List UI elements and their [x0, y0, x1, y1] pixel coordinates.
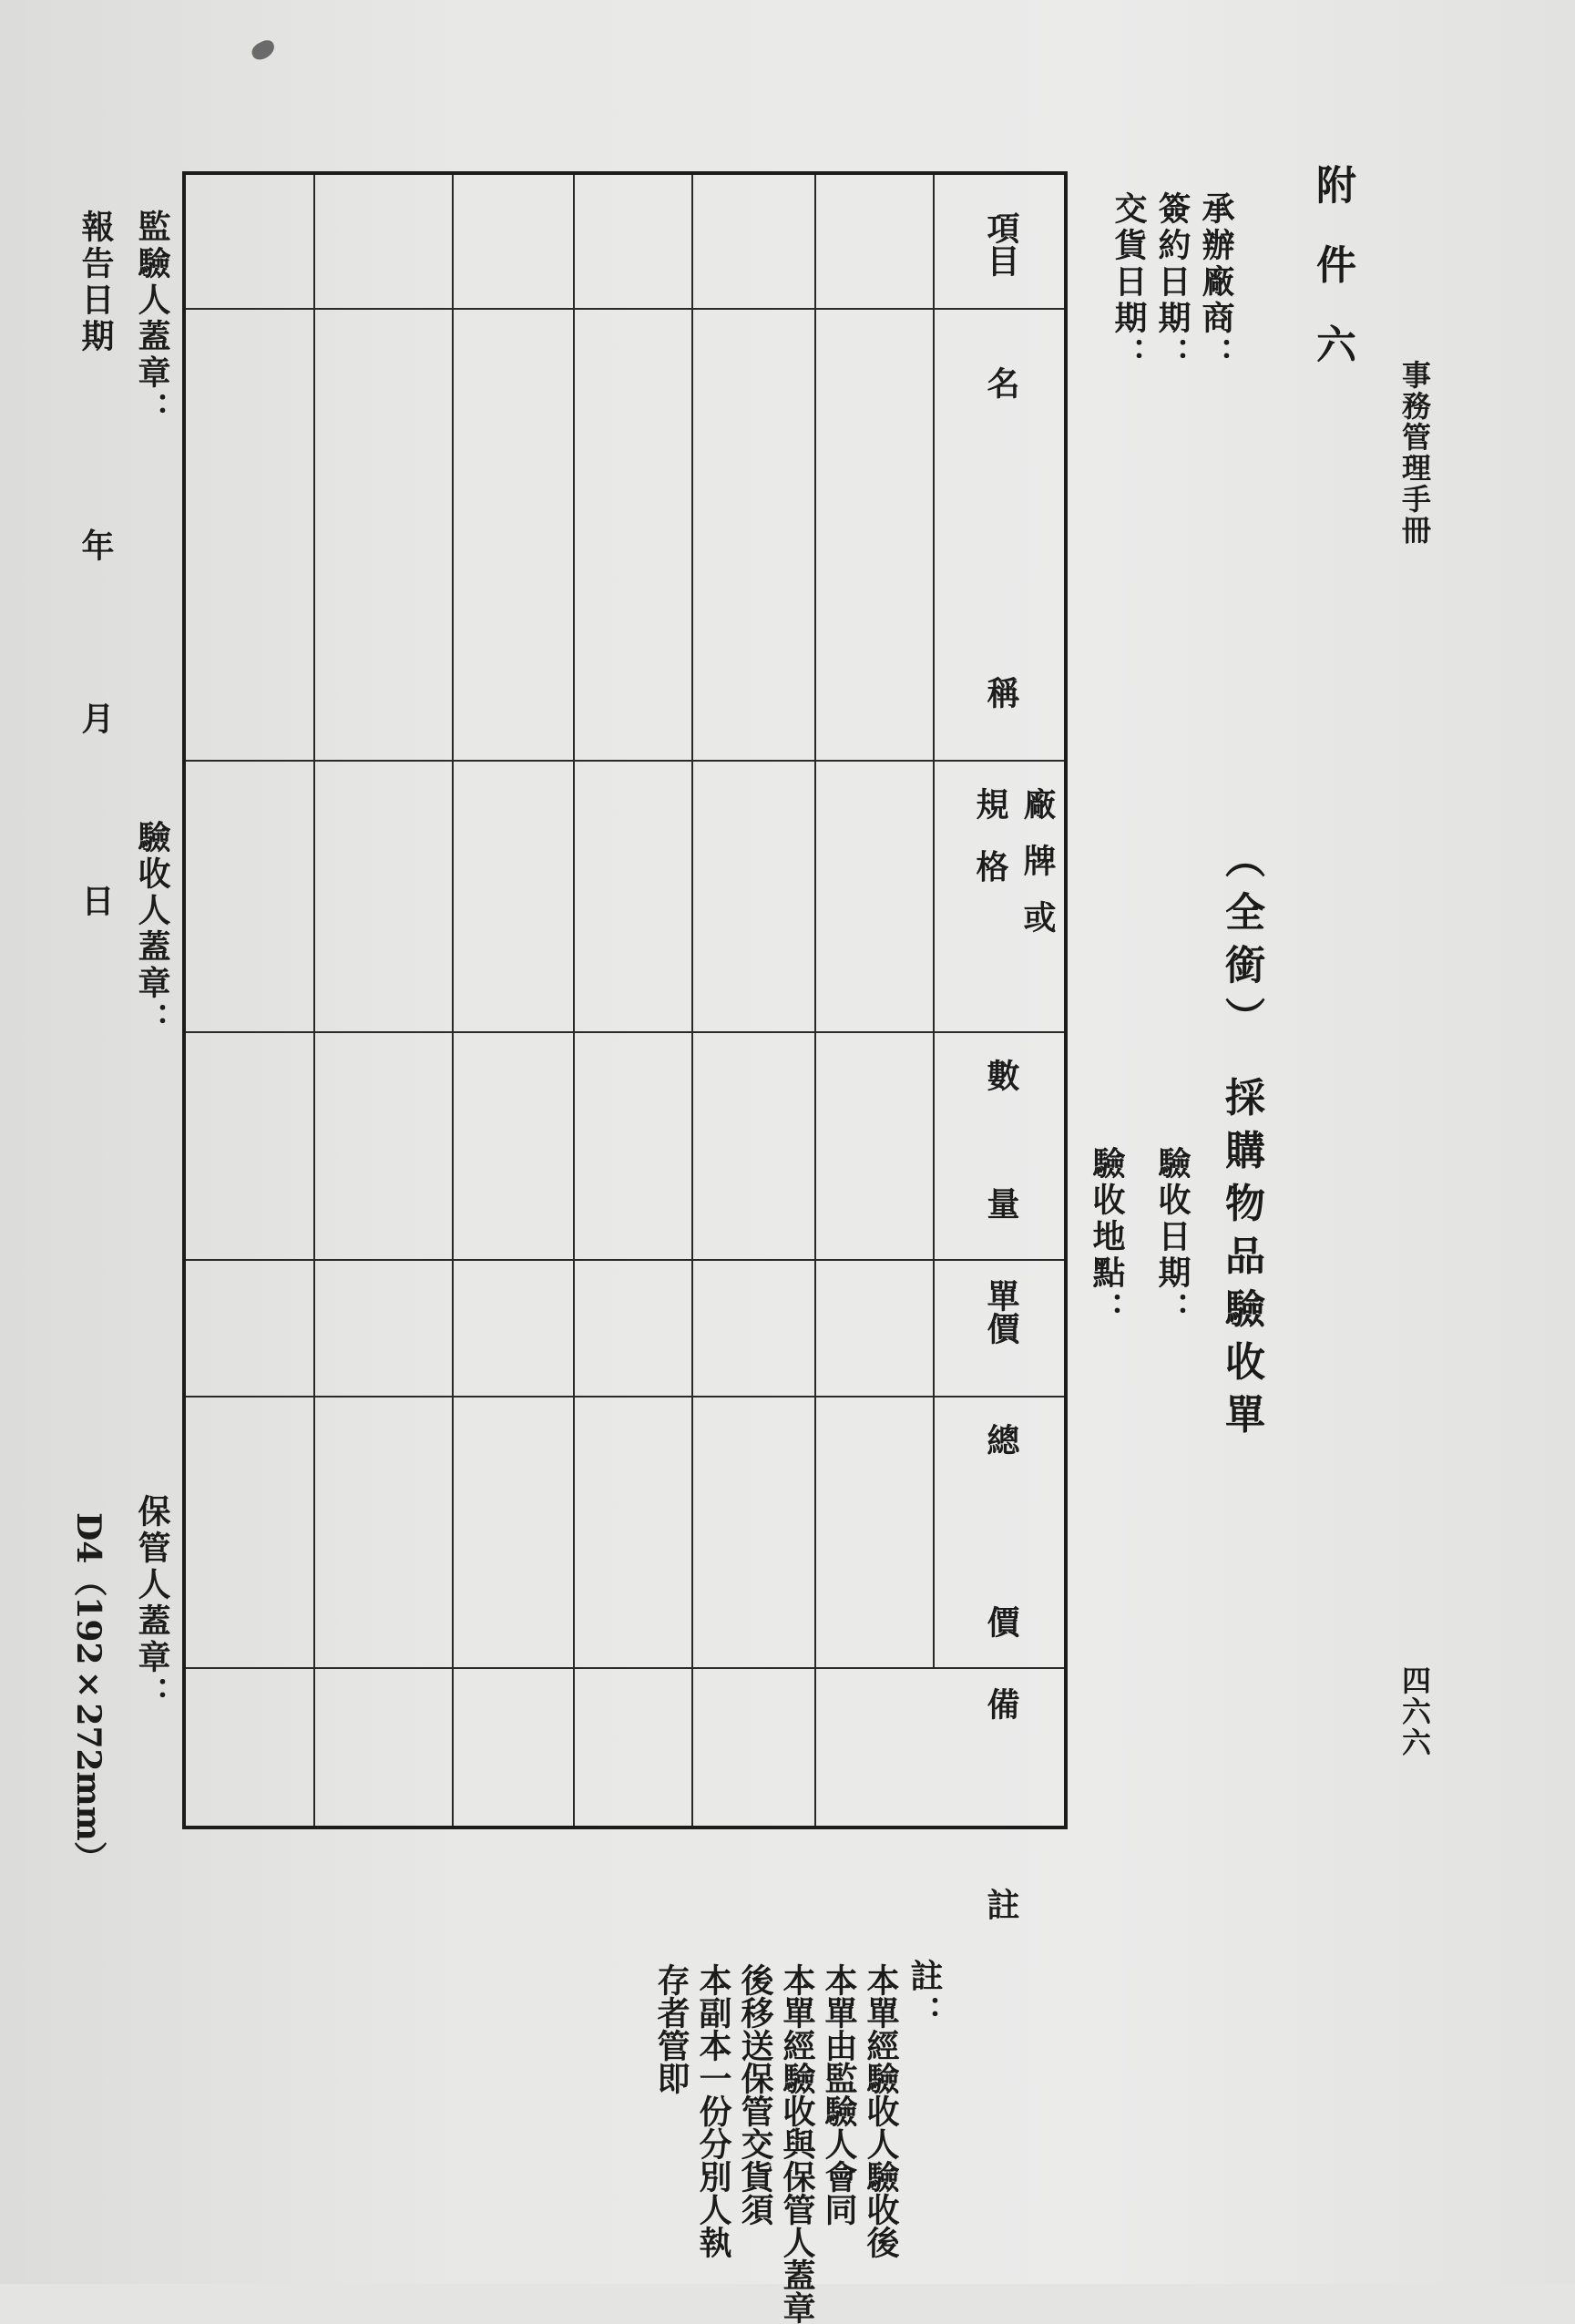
row-divider: [313, 175, 315, 1826]
col-header-brand-b: 規 格: [971, 787, 1009, 892]
report-day-label: 日: [77, 884, 115, 920]
col-header-quantity: 數 量: [982, 1059, 1020, 1262]
page-number: 四六六: [1397, 1665, 1432, 1758]
col-header-total-a: 總: [982, 1423, 1020, 1456]
report-month-label: 月: [77, 701, 115, 738]
note-line-1: 本單經驗收人驗收後: [862, 1963, 900, 2258]
inspection-date-label: 驗收日期：: [1153, 1146, 1191, 1328]
supervisor-seal-label: 監驗人蓋章：: [133, 210, 171, 428]
book-title: 事務管理手冊: [1397, 360, 1432, 546]
col-header-remark-b: 註: [982, 1888, 1020, 1920]
note-line-2: 本單由監驗人會同: [820, 1963, 858, 2226]
form-code: D4（192×272mm）: [69, 1512, 107, 1874]
note-line-6: 存者管即: [652, 1963, 690, 2094]
row-divider: [452, 175, 454, 1826]
row-divider: [573, 175, 575, 1826]
form-title: （全銜） 採購物品驗收單: [1218, 838, 1264, 1447]
col-header-total-b: 價: [982, 1605, 1020, 1638]
delivery-date-label: 交貨日期：: [1110, 191, 1148, 374]
col-header-name-a: 名: [982, 366, 1020, 399]
col-header-unit-price: 單價: [982, 1279, 1020, 1345]
col-header-name-b: 稱: [982, 676, 1020, 709]
inspection-place-label: 驗收地點：: [1088, 1146, 1126, 1328]
note-line-5: 本副本一份分別人執: [694, 1963, 732, 2258]
inspection-table: [182, 171, 1068, 1920]
col-header-item-no: 項目: [982, 211, 1020, 277]
vendor-label: 承辦廠商：: [1197, 191, 1235, 374]
report-year-label: 年: [77, 528, 115, 565]
row-divider: [933, 175, 935, 1669]
col-header-remark-a: 備: [982, 1687, 1020, 1720]
report-date-label: 報告日期: [77, 210, 115, 355]
row-divider: [814, 175, 816, 1826]
contract-date-label: 簽約日期：: [1153, 191, 1191, 374]
note-label: 註：: [905, 1959, 944, 2032]
inspector-seal-label: 驗收人蓋章：: [133, 820, 171, 1039]
row-divider: [691, 175, 693, 1826]
col-header-brand-a: 廠牌或: [1018, 787, 1057, 957]
custodian-seal-label: 保管人蓋章：: [133, 1494, 171, 1713]
note-line-4: 後移送保管交貨須: [736, 1963, 774, 2226]
attachment-label: 附 件 六: [1309, 164, 1355, 376]
note-line-3: 本單經驗收與保管人蓋章: [778, 1963, 816, 2324]
